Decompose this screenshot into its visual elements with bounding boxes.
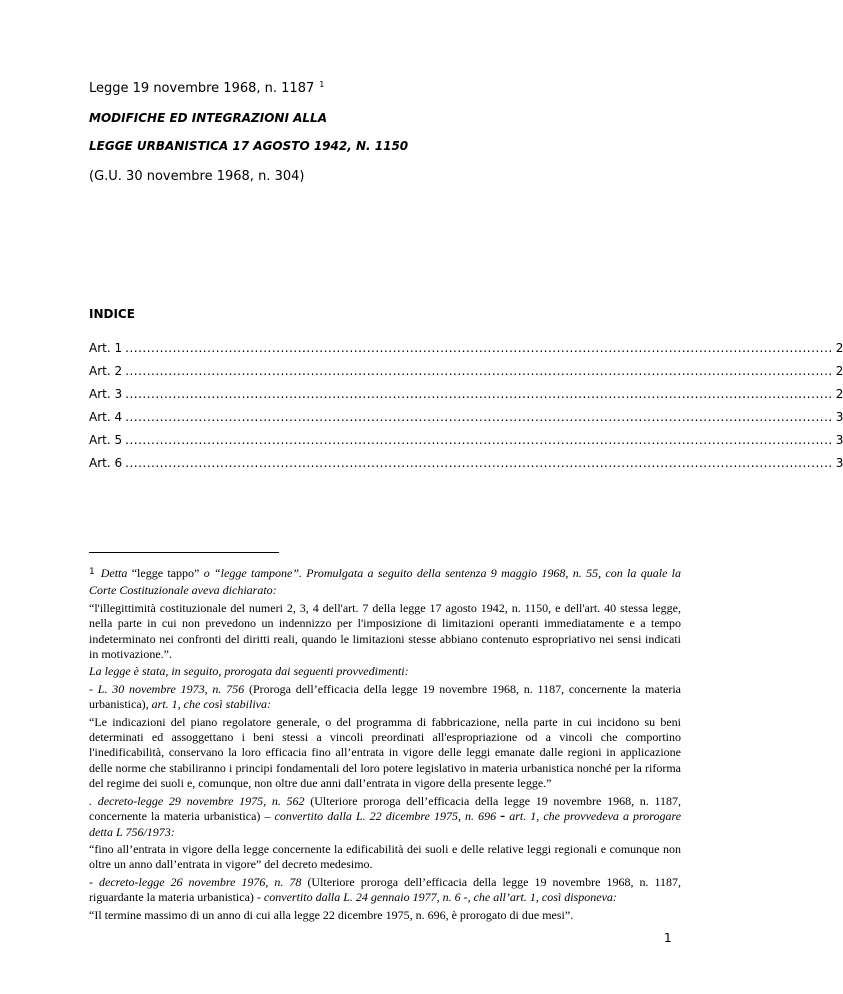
footnote-quote: “fino all’entrata in vigore della legge concernente la edificabilità dei suoli e delle relative leggi regionali e comunque non oltre un anno dall’entrata in vigore” del decreto medesimo. [89, 841, 681, 872]
toc-entry-page: 2 [835, 341, 843, 355]
toc-entry[interactable] [89, 364, 843, 387]
index-title: INDICE [89, 307, 135, 321]
footnote-text: “legge tappo” [131, 566, 200, 580]
law-heading-line-1: MODIFICHE ED INTEGRAZIONI ALLA [89, 111, 327, 125]
footnote-paragraph [89, 875, 681, 906]
footnote-text: Detta [100, 566, 128, 580]
toc-entry-label: Art. 3 [89, 387, 123, 401]
toc-leader-dots: .................................................................................................................................................................... [125, 410, 833, 424]
footnote-reference[interactable]: 1 [319, 80, 325, 89]
page-number: 1 [664, 931, 672, 945]
footnote-text: (Ulteriore proroga dell’efficacia della legge 19 novembre 1968, n. 1187, concernente la materia urbanistica) – [89, 793, 682, 824]
toc-entry-page: 3 [835, 456, 843, 470]
footnote-mark: 1 [89, 567, 95, 577]
toc-entry[interactable] [89, 456, 843, 479]
toc-leader-dots: .................................................................................................................................................................... [125, 364, 833, 378]
footnote-text: - [500, 808, 506, 825]
toc-entry-page: 3 [835, 410, 843, 424]
footnote-text: - decreto-legge 26 novembre 1976, n. 78 [89, 874, 302, 889]
footnote-text: La legge è stata, in seguito, prorogata dai seguenti provvedimenti: [89, 664, 409, 679]
toc-entry[interactable] [89, 410, 843, 433]
toc-leader-dots: .................................................................................................................................................................... [125, 456, 833, 470]
toc-entry-label: Art. 4 [89, 410, 123, 424]
footnote-text: (Ulteriore proroga dell’efficacia della legge 19 novembre 1968, n. 1187, riguardante la materia urbanistica) - [89, 874, 682, 905]
toc-entry-page: 3 [835, 433, 843, 447]
footnote-paragraph [89, 794, 681, 840]
toc-entry-label: Art. 5 [89, 433, 123, 447]
footnote-paragraph [89, 664, 681, 679]
footnote-text: art. 1, che provvedeva a prorogare detta L 756/1973: [89, 809, 682, 839]
footnote-paragraph [89, 682, 681, 713]
toc-leader-dots: .................................................................................................................................................................... [125, 387, 833, 401]
gazette-reference: (G.U. 30 novembre 1968, n. 304) [89, 169, 305, 184]
toc-entry[interactable] [89, 341, 843, 364]
footnote-text: art. 1, che così stabiliva: [151, 697, 271, 712]
toc-entry-label: Art. 6 [89, 456, 123, 470]
footnote-text: (Proroga dell’efficacia della legge 19 novembre 1968, n. 1187, concernente la materia urbanistica), [89, 681, 682, 712]
toc-entry-page: 2 [835, 387, 843, 401]
law-heading-line-2: LEGGE URBANISTICA 17 AGOSTO 1942, N. 1150 [89, 139, 409, 153]
table-of-contents [89, 341, 843, 479]
law-title-text: Legge 19 novembre 1968, n. 1187 [89, 81, 315, 96]
footnote-paragraph [89, 566, 681, 599]
footnote-text: . decreto-legge 29 novembre 1975, n. 562 [89, 793, 305, 808]
law-title [89, 81, 324, 96]
footnote-text: convertito dalla L. 24 gennaio 1977, n. 6 -, che all’art. 1, così dispone [263, 890, 602, 905]
footnote [89, 566, 681, 925]
toc-entry-label: Art. 2 [89, 364, 123, 378]
footnote-quote: “Le indicazioni del piano regolatore generale, o del programma di fabbricazione, nella parte in cui incidono su beni determinati ed assoggettano i beni stessi a vincoli preordinati all'espropriazione od a vincoli che comportino l'inedificabilità, conservano la loro efficacia fino all’entrata in vigore delle leggi emanate dalle regioni in applicazione delle norme che stabiliranno i principi fondamentali del loro potere legislativo in materia urbanistica nonché per la riforma del regime dei suoli e, comunque, non oltre due anni dall’entrata in vigore della presente legge.” [89, 714, 681, 791]
toc-entry-label: Art. 1 [89, 341, 123, 355]
footnote-quote: “Il termine massimo di un anno di cui alla legge 22 dicembre 1975, n. 696, è prorogato di due mesi”. [89, 907, 574, 922]
toc-leader-dots: .................................................................................................................................................................... [125, 433, 833, 447]
toc-leader-dots: .................................................................................................................................................................... [125, 341, 833, 355]
footnote-text: va: [601, 890, 617, 905]
footnote-text: o “legge tampone”. Promulgata a seguito della sentenza 9 maggio 1968, n. 55, con la quale la Corte Costituzionale aveva dichiarato: [89, 566, 682, 598]
toc-entry[interactable] [89, 433, 843, 456]
footnote-text: - L. 30 novembre 1973, n. 756 [89, 681, 245, 696]
footnote-text: convertito dalla L. 22 dicembre 1975, n. 696 [274, 809, 497, 824]
footnote-quote: “l'illegittimità costituzionale del numeri 2, 3, 4 dell'art. 7 della legge 17 agosto 1942, n. 1150, e dell'art. 40 stessa legge, nella parte in cui non prevedono un indennizzo per l'imposizione di limitazioni operanti immediatamente e a tempo indeterminato nei confronti del diritti reali, quando le limitazioni stesse abbiano contenuto espropriativo nei sensi indicati in motivazione.”. [89, 600, 681, 662]
toc-entry-page: 2 [835, 364, 843, 378]
toc-entry[interactable] [89, 387, 843, 410]
footnote-separator [89, 552, 279, 553]
